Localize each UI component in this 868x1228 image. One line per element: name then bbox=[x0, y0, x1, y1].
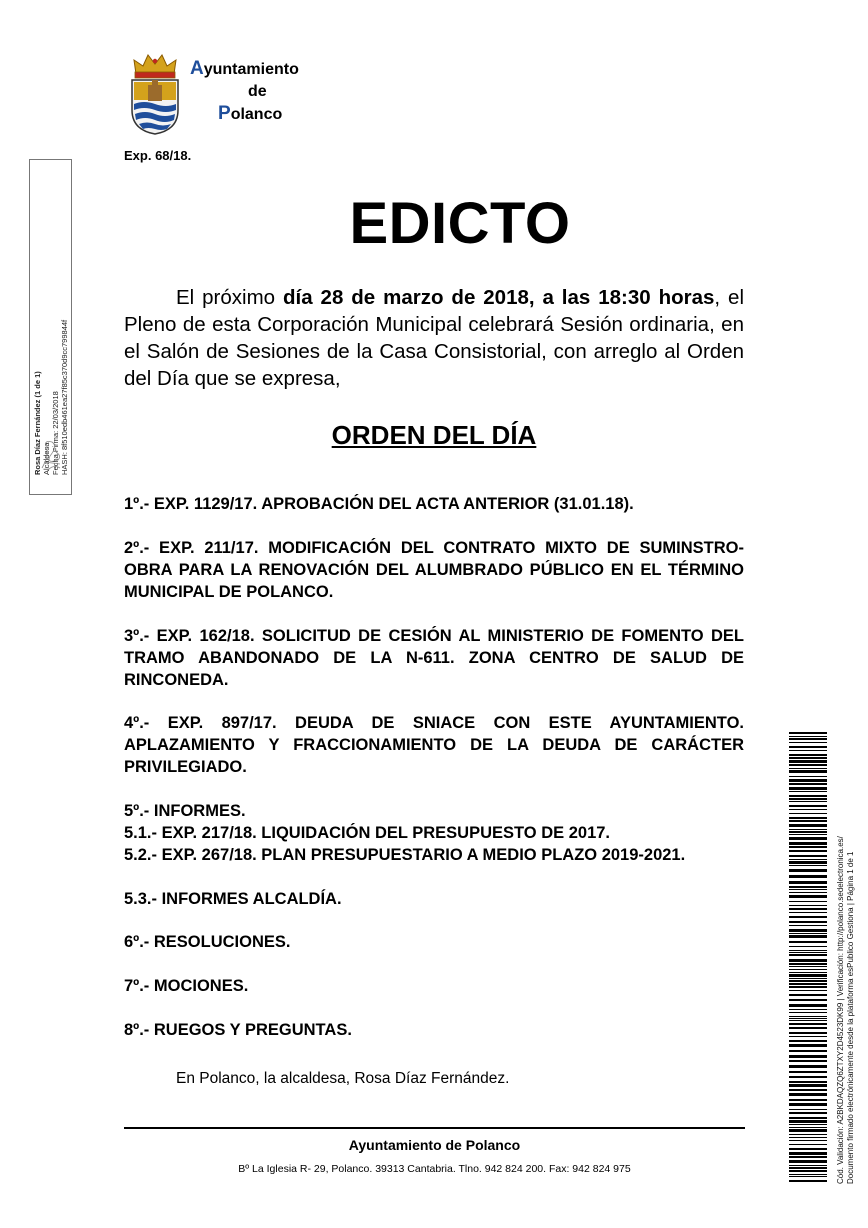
intro-prefix: El próximo bbox=[176, 286, 283, 309]
signature-hash: HASH: 8f510edb461ea27f85c370d9cc799844f bbox=[59, 319, 69, 475]
expedient-reference: Exp. 68/18. bbox=[124, 148, 192, 163]
agenda-item: 7º.- MOCIONES. bbox=[124, 977, 249, 995]
org-name-line1 bbox=[190, 58, 299, 81]
coat-of-arms-icon bbox=[126, 52, 184, 136]
edict-title: EDICTO bbox=[349, 191, 571, 256]
verification-line2: Documento firmado electrónicamente desde la plataforma esPublico Gestiona | Página 1 de 1 bbox=[846, 851, 855, 1184]
signer-role: Alcaldesa bbox=[41, 442, 51, 475]
agenda-item: 5.1.- EXP. 217/18. LIQUIDACIÓN DEL PRESUPUESTO DE 2017. bbox=[124, 824, 611, 842]
agenda-item: 5.3.- INFORMES ALCALDÍA. bbox=[124, 890, 342, 908]
footer-organization: Ayuntamiento de Polanco bbox=[348, 1137, 521, 1153]
org-name-line3 bbox=[218, 103, 299, 126]
org-name-line1-initial: A bbox=[190, 58, 204, 79]
agenda-heading: ORDEN DEL DÍA bbox=[331, 420, 537, 450]
barcode-icon bbox=[789, 732, 827, 1184]
agenda-item: 5º.- INFORMES. bbox=[124, 802, 246, 820]
agenda-item: 8º.- RUEGOS Y PREGUNTAS. bbox=[124, 1021, 352, 1039]
agenda-item: 6º.- RESOLUCIONES. bbox=[124, 933, 291, 951]
verification-line1: Cód. Validación: A2BKDAQZQ6ZTXY2D4523DK99 | Verificación: http://polanco.sedelectronica.es/ bbox=[836, 836, 845, 1184]
intro-date-time: día 28 de marzo de 2018, a las 18:30 horas bbox=[283, 286, 715, 309]
verification-text bbox=[836, 724, 856, 1184]
organization-name bbox=[190, 58, 299, 126]
agenda-item: 5.2.- EXP. 267/18. PLAN PRESUPUESTARIO A MEDIO PLAZO 2019-2021. bbox=[124, 846, 686, 864]
org-name-line3-rest: olanco bbox=[230, 106, 283, 123]
intro-rest: , el Pleno de esta Corporación Municipal celebrará Sesión ordinaria, en el Salón de Sesiones de la Casa Consistorial, con arreglo al Orden del Día que se expresa, bbox=[124, 286, 744, 390]
footer-divider bbox=[124, 1127, 745, 1129]
footer-address: Bº La Iglesia R- 29, Polanco. 39313 Cantabria. Tlno. 942 824 200. Fax: 942 824 975 bbox=[238, 1163, 631, 1175]
signature-scribble-icon bbox=[36, 434, 66, 474]
signature-date: Fecha Firma: 22/03/2018 bbox=[50, 391, 60, 475]
org-name-line2: de bbox=[248, 83, 267, 100]
org-name-line1-rest: yuntamiento bbox=[203, 61, 299, 78]
closing-line: En Polanco, la alcaldesa, Rosa Díaz Fernández. bbox=[176, 1070, 510, 1087]
signer-name: Rosa Díaz Fernández (1 de 1) bbox=[32, 371, 42, 475]
agenda-item: 2º.- EXP. 211/17. MODIFICACIÓN DEL CONTRATO MIXTO DE SUMINSTRO-OBRA PARA LA RENOVACIÓN DEL ALUMBRADO PÚBLICO EN EL TÉRMINO MUNICIPAL DE POLANCO. bbox=[124, 539, 744, 601]
org-name-line3-initial: P bbox=[218, 103, 231, 124]
agenda-item: 3º.- EXP. 162/18. SOLICITUD DE CESIÓN AL MINISTERIO DE FOMENTO DEL TRAMO ABANDONADO DE LA N-611. ZONA CENTRO DE SALUD DE RINCONEDA. bbox=[124, 627, 744, 689]
agenda-item: 4º.- EXP. 897/17. DEUDA DE SNIACE CON ESTE AYUNTAMIENTO. APLAZAMIENTO Y FRACCIONAMIENTO DE LA DEUDA DE CARÁCTER PRIVILEGIADO. bbox=[124, 714, 744, 776]
intro-paragraph bbox=[124, 284, 744, 392]
agenda-item: 1º.- EXP. 1129/17. APROBACIÓN DEL ACTA ANTERIOR (31.01.18). bbox=[124, 495, 634, 513]
